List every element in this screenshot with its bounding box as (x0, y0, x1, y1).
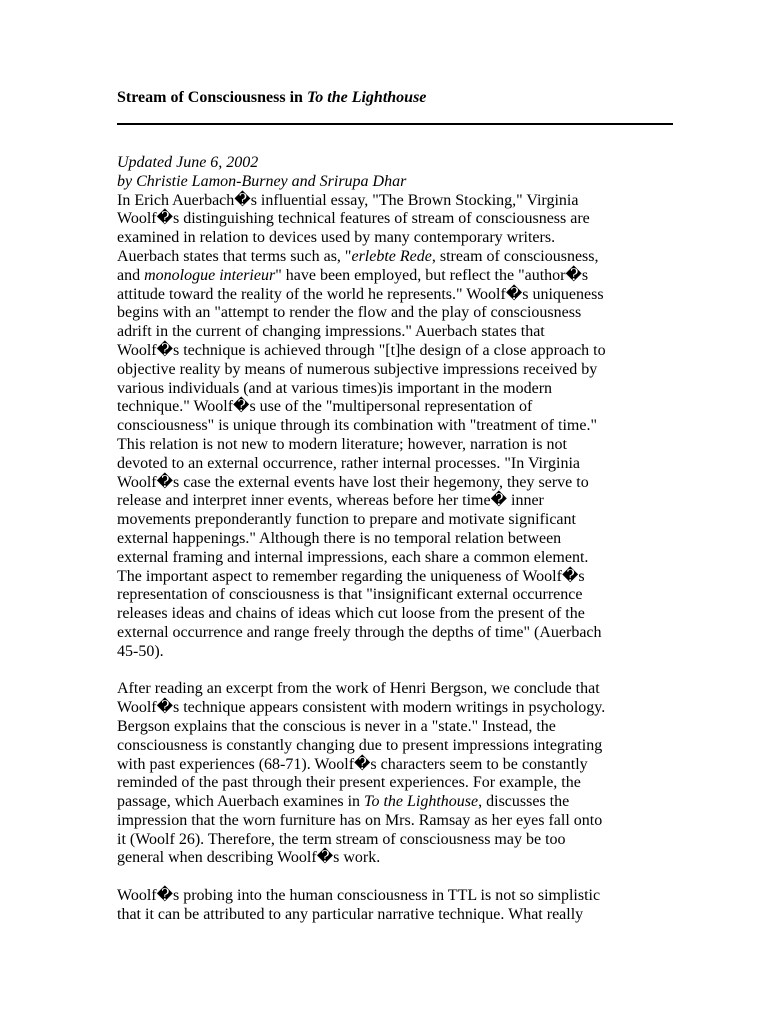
text-segment: external happenings." Although there is no temporal relation between (117, 529, 562, 547)
text-segment: impression that the worn furniture has on Mrs. Ramsay as her eyes fall onto (117, 811, 603, 829)
text-line (117, 774, 673, 793)
title-book: To the Lighthouse (306, 89, 427, 106)
title-prefix: Stream of Consciousness in (117, 89, 307, 106)
text-segment: , discusses the (478, 793, 570, 811)
text-segment: and (117, 266, 145, 284)
text-line (117, 624, 673, 643)
text-line (117, 192, 673, 211)
text-segment: release and interpret inner events, whereas before her time� inner (117, 492, 544, 510)
text-line (117, 455, 673, 474)
text-segment: This relation is not new to modern literature; however, narration is not (117, 435, 567, 453)
text-segment: external occurrence and range freely through the depths of time" (Auerbach (117, 623, 602, 641)
text-line (117, 417, 673, 436)
text-line (117, 267, 673, 286)
title-divider (117, 123, 673, 125)
text-segment: devoted to an external occurrence, rather internal processes. "In Virginia (117, 454, 581, 472)
paragraph-2 (117, 680, 673, 868)
text-line (117, 530, 673, 549)
text-line (117, 210, 673, 229)
text-line (117, 906, 673, 925)
text-segment: general when describing Woolf�s work. (117, 849, 381, 867)
text-line (117, 342, 673, 361)
text-segment: that it can be attributed to any particular narrative technique. What really (117, 905, 584, 923)
text-line (117, 549, 673, 568)
text-segment: objective reality by means of numerous subjective impressions received by (117, 360, 598, 378)
text-line (117, 643, 673, 662)
authors-byline: by Christie Lamon-Burney and Srirupa Dhar (117, 172, 407, 190)
text-line (117, 793, 673, 812)
text-segment: 45-50). (117, 642, 164, 660)
text-segment: In Erich Auerbach�s influential essay, "The Brown Stocking," Virginia (117, 191, 579, 209)
text-segment: " have been employed, but reflect the "author�s (275, 266, 589, 284)
text-segment: Woolf�s technique appears consistent with modern writings in psychology. (117, 699, 606, 717)
text-line (117, 568, 673, 587)
italic-text: monologue interieur (144, 266, 276, 284)
page-title (117, 88, 673, 108)
paragraph-3 (117, 887, 673, 925)
text-line (117, 605, 673, 624)
text-segment: The important aspect to remember regarding the uniqueness of Woolf�s (117, 567, 585, 585)
text-segment: movements preponderantly function to prepare and motivate significant (117, 511, 576, 529)
text-segment: various individuals (and at various times)is important in the modern (117, 379, 553, 397)
text-segment: consciousness is constantly changing due to present impressions integrating (117, 736, 603, 754)
document-page (117, 88, 673, 925)
text-segment: Woolf�s distinguishing technical features of stream of consciousness are (117, 210, 590, 228)
text-line (117, 756, 673, 775)
text-segment: begins with an "attempt to render the flow and the play of consciousness (117, 304, 582, 322)
text-line (117, 474, 673, 493)
text-line (117, 286, 673, 305)
text-line (117, 680, 673, 699)
italic-text: erlebte Rede (351, 247, 432, 265)
text-segment: with past experiences (68-71). Woolf�s characters seem to be constantly (117, 755, 588, 773)
italic-text: To the Lighthouse (364, 793, 479, 811)
text-line (117, 887, 673, 906)
text-segment: Woolf�s technique is achieved through "[t]he design of a close approach to (117, 341, 606, 359)
article-meta (117, 154, 673, 192)
text-segment: , stream of consciousness, (431, 247, 599, 265)
text-line (117, 229, 673, 248)
text-line (117, 398, 673, 417)
text-line (117, 699, 673, 718)
text-segment: technique." Woolf�s use of the "multipersonal representation of (117, 398, 533, 416)
text-line (117, 248, 673, 267)
text-line (117, 718, 673, 737)
text-line (117, 511, 673, 530)
text-segment: releases ideas and chains of ideas which cut loose from the present of the (117, 605, 585, 623)
paragraph-1 (117, 192, 673, 662)
text-segment: Auerbach states that terms such as, " (117, 247, 352, 265)
text-line (117, 323, 673, 342)
text-line (117, 492, 673, 511)
text-line (117, 380, 673, 399)
text-segment: Bergson explains that the conscious is never in a "state." Instead, the (117, 717, 556, 735)
text-line (117, 737, 673, 756)
text-line (117, 849, 673, 868)
text-segment: After reading an excerpt from the work of Henri Bergson, we conclude that (117, 680, 600, 698)
text-segment: it (Woolf 26). Therefore, the term stream of consciousness may be too (117, 830, 566, 848)
text-line (117, 812, 673, 831)
text-segment: passage, which Auerbach examines in (117, 793, 365, 811)
text-line (117, 586, 673, 605)
text-segment: representation of consciousness is that "insignificant external occurrence (117, 586, 583, 604)
updated-date: Updated June 6, 2002 (117, 154, 259, 171)
text-line (117, 304, 673, 323)
text-segment: Woolf�s case the external events have lost their hegemony, they serve to (117, 473, 589, 491)
text-segment: attitude toward the reality of the world he represents." Woolf�s uniqueness (117, 285, 604, 303)
text-line (117, 361, 673, 380)
text-segment: reminded of the past through their present experiences. For example, the (117, 774, 581, 792)
text-line (117, 831, 673, 850)
text-segment: consciousness" is unique through its combination with "treatment of time." (117, 417, 597, 435)
text-segment: examined in relation to devices used by many contemporary writers. (117, 229, 556, 247)
text-line (117, 436, 673, 455)
text-segment: Woolf�s probing into the human consciousness in TTL is not so simplistic (117, 887, 601, 905)
text-segment: external framing and internal impressions, each share a common element. (117, 548, 589, 566)
text-segment: adrift in the current of changing impressions." Auerbach states that (117, 323, 545, 341)
